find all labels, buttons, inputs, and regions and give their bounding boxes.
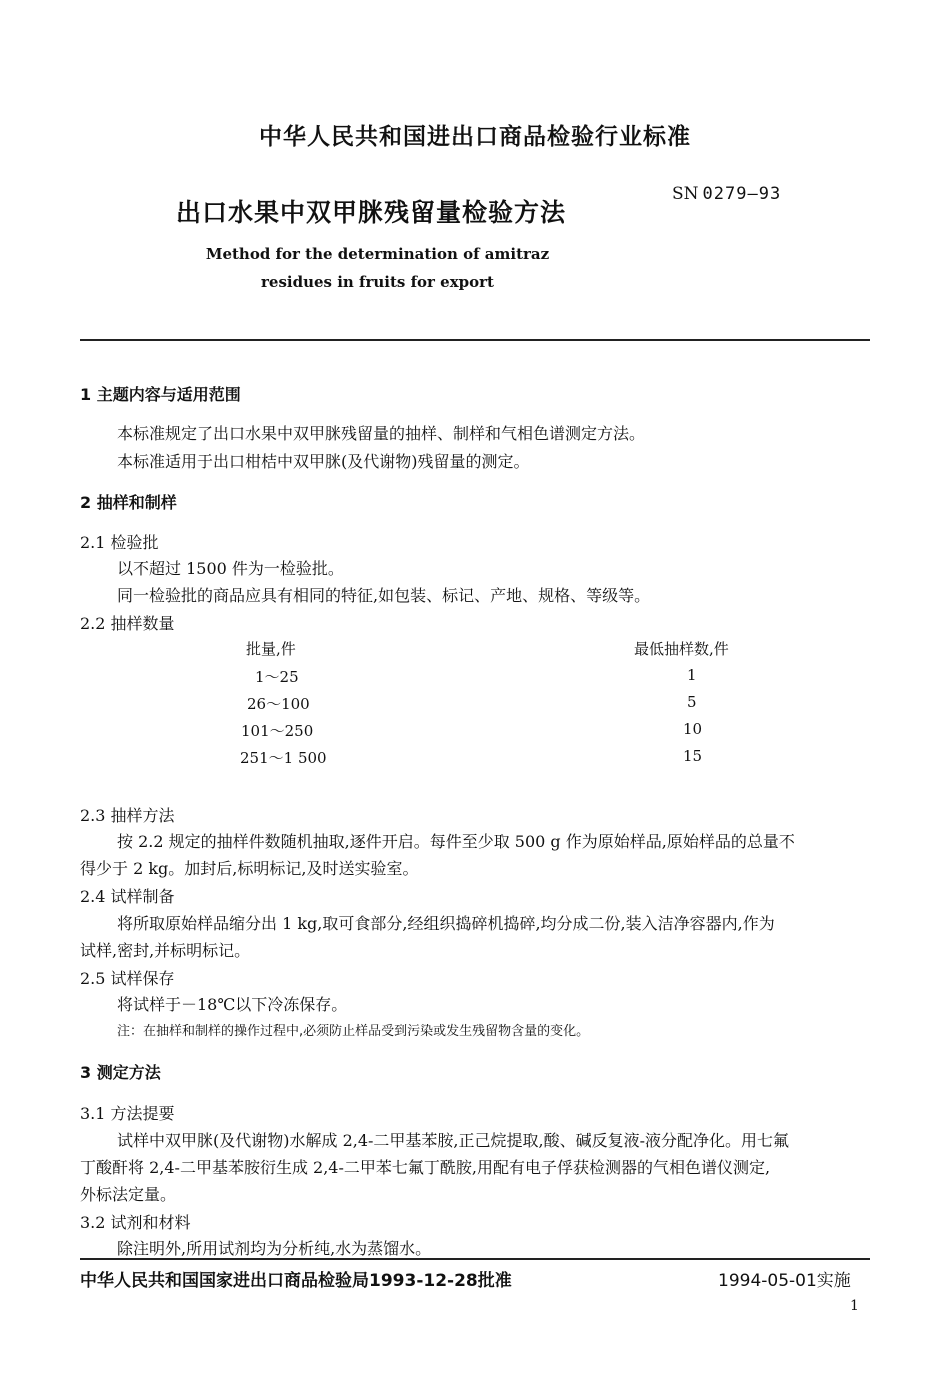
table-header-batch: 批量,件 xyxy=(246,640,296,658)
section-3-1-line-3: 外标法定量。 xyxy=(80,1185,177,1204)
section-1-heading: 1 主题内容与适用范围 xyxy=(80,385,241,404)
section-3-2-heading: 3.2 试剂和材料 xyxy=(80,1213,191,1232)
section-2-5-paragraph: 将试样于－18℃以下冷冻保存。 xyxy=(117,995,348,1014)
section-2-2-heading: 2.2 抽样数量 xyxy=(80,614,175,633)
section-3-2-paragraph: 除注明外,所用试剂均为分析纯,水为蒸馏水。 xyxy=(117,1239,432,1258)
section-2-4-line-1: 将所取原始样品缩分出 1 kg,取可食部分,经组织捣碎机捣碎,均分成二份,装入洁净容器内,作为 xyxy=(117,914,775,933)
section-2-4-heading: 2.4 试样制备 xyxy=(80,887,175,906)
section-3-1-line-1: 试样中双甲脒(及代谢物)水解成 2,4-二甲基苯胺,正己烷提取,酸、碱反复液-液分配净化。用七氟 xyxy=(117,1131,790,1150)
table-cell-batch: 1～25 xyxy=(255,668,299,686)
section-2-5-heading: 2.5 试样保存 xyxy=(80,969,175,988)
table-cell-batch: 251～1 500 xyxy=(240,749,327,767)
page-number: 1 xyxy=(850,1298,859,1314)
table-header-samples: 最低抽样数,件 xyxy=(634,640,729,658)
document-title: 出口水果中双甲脒残留量检验方法 xyxy=(176,198,567,227)
standard-prefix: SN xyxy=(672,184,699,204)
section-2-5-note: 注：在抽样和制样的操作过程中,必须防止样品受到污染或发生残留物含量的变化。 xyxy=(117,1024,590,1039)
section-2-1-heading: 2.1 检验批 xyxy=(80,533,159,552)
table-cell-samples: 1 xyxy=(687,666,697,684)
implementation-date: 1994-05-01实施 xyxy=(718,1271,851,1291)
section-2-1-paragraph-2: 同一检验批的商品应具有相同的特征,如包装、标记、产地、规格、等级等。 xyxy=(117,586,651,605)
english-title-line-2: residues in fruits for export xyxy=(261,273,494,291)
header-divider xyxy=(80,339,870,341)
standard-code xyxy=(672,184,781,204)
english-title-line-1: Method for the determination of amitraz xyxy=(205,245,550,263)
section-2-1-paragraph-1: 以不超过 1500 件为一检验批。 xyxy=(117,559,344,578)
section-2-heading: 2 抽样和制样 xyxy=(80,493,177,512)
section-2-4-line-2: 试样,密封,并标明标记。 xyxy=(80,941,251,960)
section-1-paragraph-1: 本标准规定了出口水果中双甲脒残留量的抽样、制样和气相色谱测定方法。 xyxy=(117,424,646,443)
section-1-paragraph-2: 本标准适用于出口柑桔中双甲脒(及代谢物)残留量的测定。 xyxy=(117,452,530,471)
section-2-3-heading: 2.3 抽样方法 xyxy=(80,806,175,825)
table-cell-samples: 15 xyxy=(683,747,703,765)
standard-number: 0279—93 xyxy=(702,184,782,204)
footer-divider xyxy=(80,1258,870,1260)
organization-header: 中华人民共和国进出口商品检验行业标准 xyxy=(259,124,691,150)
section-3-heading: 3 测定方法 xyxy=(80,1063,161,1082)
section-2-3-line-1: 按 2.2 规定的抽样件数随机抽取,逐件开启。每件至少取 500 g 作为原始样品,原始样品的总量不 xyxy=(117,832,795,851)
section-3-1-line-2: 丁酸酐将 2,4-二甲基苯胺衍生成 2,4-二甲苯七氟丁酰胺,用配有电子俘获检测器的气相色谱仪测定, xyxy=(80,1158,771,1177)
section-2-3-line-2: 得少于 2 kg。加封后,标明标记,及时送实验室。 xyxy=(80,859,419,878)
section-3-1-heading: 3.1 方法提要 xyxy=(80,1104,175,1123)
approval-statement: 中华人民共和国国家进出口商品检验局1993-12-28批准 xyxy=(80,1271,512,1291)
table-cell-samples: 10 xyxy=(683,720,703,738)
table-cell-samples: 5 xyxy=(687,693,697,711)
table-cell-batch: 101～250 xyxy=(241,722,314,740)
table-cell-batch: 26～100 xyxy=(247,695,310,713)
